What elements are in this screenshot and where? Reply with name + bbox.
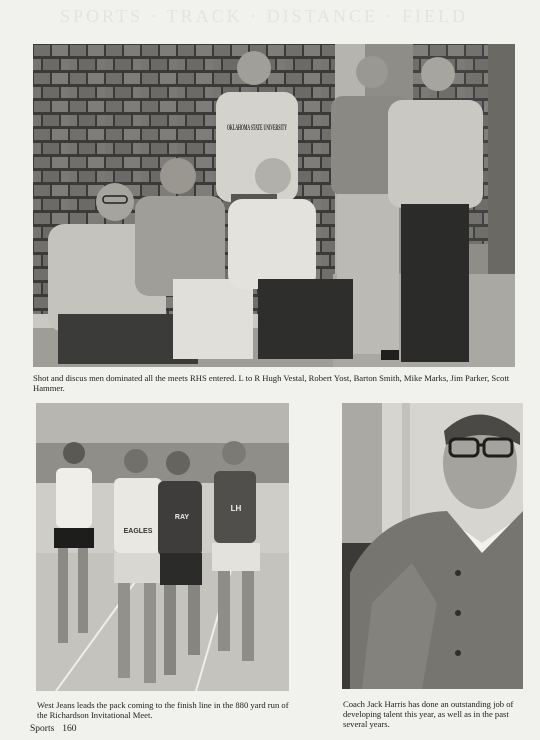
shot-discus-team-photo: [33, 44, 515, 367]
runners-photo-caption: West Jeans leads the pack coming to the finish line in the 880 yard run of the Richardson Invitational Meet.: [37, 700, 289, 720]
coach-photo-caption: Coach Jack Harris has done an outstanding job of developing talent this year, as well as in the past several years.: [343, 699, 514, 729]
jersey-text-ray: RAY: [174, 514, 190, 521]
jersey-text-eagles: EAGLES: [123, 528, 153, 535]
footer-section-label: Sports: [30, 724, 55, 734]
jersey-text-lh: LH: [230, 504, 242, 513]
runners-finish-line-photo: [36, 403, 289, 691]
top-photo-caption: Shot and discus men dominated all the meets RHS entered. L to R Hugh Vestal, Robert Yost, Barton Smith, Mike Marks, Jim Parker, Scott Hammer.: [33, 373, 510, 393]
coach-portrait-photo: [342, 403, 523, 689]
osu-shirt-text: OKLAHOMA STATE UNIVERSITY: [227, 123, 288, 132]
page-footer: [30, 724, 85, 734]
footer-page-number: 160: [62, 724, 77, 734]
page-ghost-text: SPORTS · TRACK · DISTANCE · FIELD: [60, 6, 469, 26]
